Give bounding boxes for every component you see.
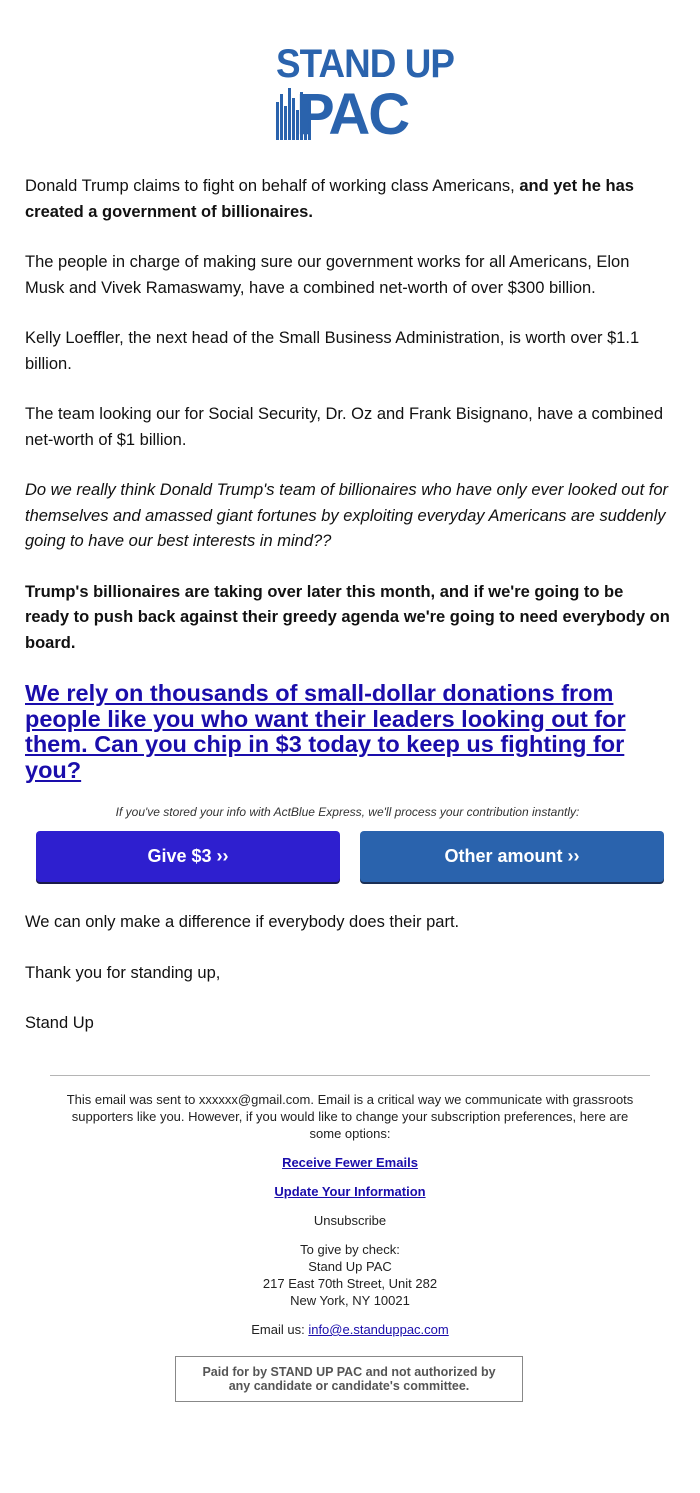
footer-sent-to: This email was sent to xxxxxx@gmail.com. Email is a critical way we communicate with grassroots supporters like you. However, if you would like to change your subscription preferences, here are some options: xyxy=(66,1092,634,1141)
paragraph-musk-ramaswamy: The people in charge of making sure our government works for all Americans, Elon Musk and Vivek Ramaswamy, have a combined net-worth of over $300 billion. xyxy=(25,253,630,297)
intro-text: Donald Trump claims to fight on behalf of working class Americans, xyxy=(25,177,520,195)
paragraph-intro xyxy=(25,174,670,225)
email-us-label: Email us: xyxy=(251,1322,309,1337)
intro-bold-text: and yet he has created a government of billionaires. xyxy=(25,177,634,221)
logo-line1: STAND UP xyxy=(276,42,455,86)
donate-cta-link[interactable]: We rely on thousands of small-dollar donations from people like you who want their leaders looking out for them. Can you chip in $3 today to keep us fighting for you? xyxy=(25,680,626,783)
email-body xyxy=(25,174,670,1062)
closing-line: We can only make a difference if everybody does their part. xyxy=(25,913,460,931)
check-street: 217 East 70th Street, Unit 282 xyxy=(262,1276,438,1291)
paragraph-question: Do we really think Donald Trump's team of billionaires who have only ever looked out for themselves and amassed giant fortunes by exploiting everyday Americans are suddenly going to have our best interests in mind?? xyxy=(25,481,668,550)
email-us-line xyxy=(60,1321,640,1338)
check-city: New York, NY 10021 xyxy=(290,1293,410,1308)
unsubscribe-link[interactable]: Unsubscribe xyxy=(313,1213,387,1228)
check-name: Stand Up PAC xyxy=(308,1259,392,1274)
update-information-link[interactable]: Update Your Information xyxy=(274,1184,426,1199)
paragraph-social-security: The team looking our for Social Security, Dr. Oz and Frank Bisignano, have a combined net-worth of $1 billion. xyxy=(25,405,664,449)
paid-for-disclaimer: Paid for by STAND UP PAC and not authorized by any candidate or candidate's committee. xyxy=(175,1356,523,1402)
give-3-button[interactable]: Give $3 ›› xyxy=(36,831,340,882)
other-amount-button[interactable]: Other amount ›› xyxy=(360,831,664,882)
check-heading: To give by check: xyxy=(300,1242,400,1257)
donate-button-row xyxy=(36,831,664,882)
signature: Stand Up xyxy=(25,1014,94,1032)
paragraph-loeffler: Kelly Loeffler, the next head of the Small Business Administration, is worth over $1.1 billion. xyxy=(25,329,640,373)
actblue-express-note: If you've stored your info with ActBlue Express, we'll process your contribution instantly: xyxy=(115,805,580,819)
logo-line2: PAC xyxy=(296,82,409,147)
email-footer xyxy=(60,1091,640,1350)
check-address-block xyxy=(60,1241,640,1309)
receive-fewer-emails-link[interactable]: Receive Fewer Emails xyxy=(282,1155,418,1170)
stand-up-pac-logo xyxy=(270,40,455,147)
paragraph-call-to-action: Trump's billionaires are taking over later this month, and if we're going to be ready to push back against their greedy agenda we're going to need everybody on board. xyxy=(25,582,670,652)
contact-email-link[interactable]: info@e.standuppac.com xyxy=(308,1322,449,1337)
footer-divider xyxy=(50,1075,650,1076)
thank-you-line: Thank you for standing up, xyxy=(25,963,221,982)
